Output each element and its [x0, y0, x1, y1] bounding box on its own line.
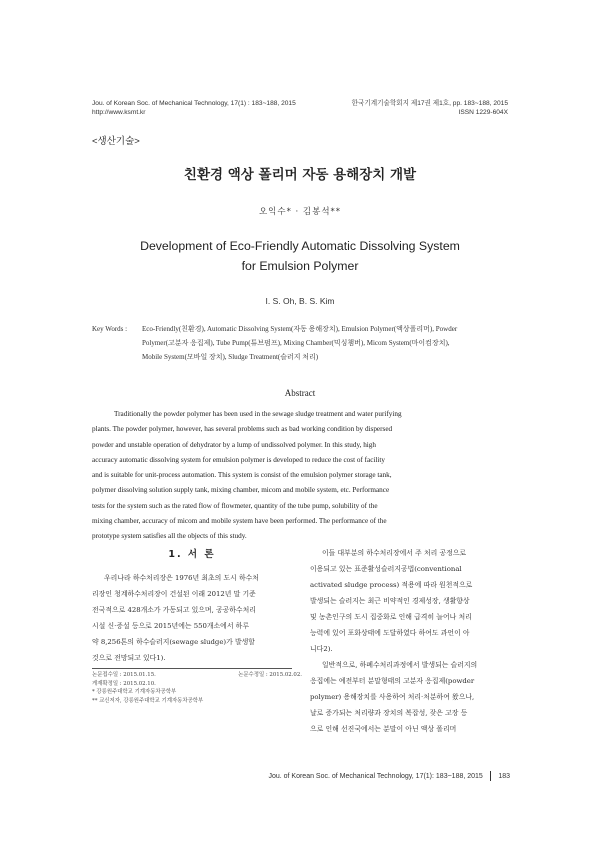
section-label: <생산기술>: [92, 136, 140, 147]
keywords: [142, 322, 510, 364]
keywords-line: Mobile System(모바일 장치), Sludge Treatment(슬러지 처리): [142, 353, 319, 361]
body-line: 우리나라 하수처리장은 1976년 최초의 도시 하수처: [104, 574, 259, 582]
english-title: [0, 236, 600, 276]
received-date: 논문접수일 : 2015.01.15.: [92, 672, 156, 678]
journal-korean-citation: 한국기계기술학회지 제17권 제1호, pp. 183~188, 2015: [351, 100, 508, 107]
abstract-line: accuracy automatic dissolving system for emulsion polymer is developed to reduce the cost of facility: [92, 455, 386, 464]
abstract-heading: Abstract: [284, 388, 316, 398]
footnote-divider: [92, 668, 292, 669]
affiliation-2: ** 교신저자, 강릉원주대학교 기계자동차공학부: [92, 697, 204, 704]
body-line: 발생되는 슬러지는 최근 비약적인 경제성장, 생활향상: [310, 597, 470, 605]
keywords-line: Polymer(고분자 응집제), Tube Pump(튜브펌프), Mixing Chamber(믹싱챔버), Micom System(마이컴장치),: [142, 339, 450, 347]
body-line: 응집에는 예전부터 분말형태의 고분자 응집제(powder: [310, 677, 475, 685]
abstract-line: mixing chamber, accuracy of micom and mobile system have been performed. The performance of the: [92, 517, 387, 526]
journal-citation: Jou. of Korean Soc. of Mechanical Technology, 17(1) : 183~188, 2015: [92, 100, 296, 107]
abstract-line: prototype system satisfies all the objects of this study.: [92, 532, 247, 541]
body-line: 것으로 전망되고 있다1).: [92, 654, 166, 662]
footer-citation: Jou. of Korean Soc. of Mechanical Technology, 17(1): 183~188, 2015: [268, 772, 483, 780]
section-1-heading: 1. 서 론: [168, 549, 216, 560]
body-line: activated sludge process) 적용에 따라 원천적으로: [310, 581, 473, 589]
right-column-text: [310, 545, 510, 737]
abstract-line: and is suitable for unit-process automation. This system is consist of the emulsion polymer storage tank,: [92, 471, 392, 480]
body-line: 이용되고 있는 표준활성슬러지공법(conventional: [310, 565, 462, 573]
journal-citation-header: [92, 99, 296, 117]
abstract-line: tests for the system such as the rated flow of flowmeter, quantity of the tube pump, solubility of the: [92, 501, 378, 510]
issn: ISSN 1229-604X: [458, 109, 508, 116]
journal-url[interactable]: http://www.ksmt.kr: [92, 109, 146, 116]
abstract-line: polymer dissolving solution supply tank, mixing chamber, micom and mobile system, etc. Performance: [92, 486, 390, 495]
page-number: 183: [498, 772, 510, 780]
english-authors: I. S. Oh, B. S. Kim: [265, 296, 335, 306]
body-line: polymer) 용해장치를 사용하여 처리·처분하여 왔으나,: [310, 693, 475, 701]
korean-title: 친환경 액상 폴리머 자동 용해장치 개발: [183, 167, 417, 183]
accepted-date: 게재확정일 : 2015.02.10.: [92, 680, 156, 687]
english-title-line2: for Emulsion Polymer: [241, 259, 359, 273]
body-line: 으로 인해 선진국에서는 분말이 아닌 액상 폴리머: [310, 725, 457, 733]
body-line: 니다2).: [310, 645, 333, 653]
left-column-text: [92, 570, 292, 666]
body-line: 약 8,256톤의 하수슬러지(sewage sludge)가 발생할: [92, 638, 255, 646]
footer-separator: [490, 771, 492, 781]
english-title-line1: Development of Eco-Friendly Automatic Dissolving System: [140, 239, 460, 253]
revised-date: 논문수정일 : 2015.02.02.: [238, 672, 302, 678]
abstract-body: [92, 407, 510, 545]
body-line: 능력에 있어 포화상태에 도달하였다 하여도 과언이 아: [310, 629, 470, 637]
keywords-label: Key Words :: [92, 325, 128, 333]
abstract-line: plants. The powder polymer, however, has several problems such as bad working condition by dispersed: [92, 425, 393, 434]
journal-korean-header: [352, 99, 508, 117]
page-footer: [268, 771, 510, 781]
body-line: 전국적으로 428개소가 가동되고 있으며, 공공하수처리: [92, 606, 256, 614]
body-line: 일반적으로, 하폐수처리과정에서 발생되는 슬러지의: [322, 661, 478, 669]
body-line: 및 농촌인구의 도시 집중화로 인해 급격히 늘어나 처리: [310, 613, 472, 621]
abstract-line: Traditionally the powder polymer has been used in the sewage sludge treatment and water purifying: [114, 410, 402, 418]
body-line: 리장인 청계하수처리장이 건설된 이래 2012년 말 기준: [92, 590, 256, 598]
body-line: 날로 증가되는 처리량과 장치의 복잡성, 잦은 고장 등: [310, 709, 468, 717]
abstract-line: powder and unstable operation of dehydrator by a lump of undissolved polymer. In this study, high: [92, 440, 376, 449]
footnotes: [92, 671, 302, 705]
body-line: 이들 대부분의 하수처리장에서 주 처리 공정으로: [322, 549, 467, 557]
korean-authors: 오익수* · 김봉석**: [258, 207, 342, 217]
keywords-line: Eco-Friendly(친환경), Automatic Dissolving System(자동 용해장치), Emulsion Polymer(액상폴리머), Powder: [142, 325, 458, 333]
body-line: 시설 신·증설 등으로 2015년에는 550개소에서 하루: [92, 622, 249, 630]
affiliation-1: * 강릉원주대학교 기계자동차공학부: [92, 689, 177, 696]
